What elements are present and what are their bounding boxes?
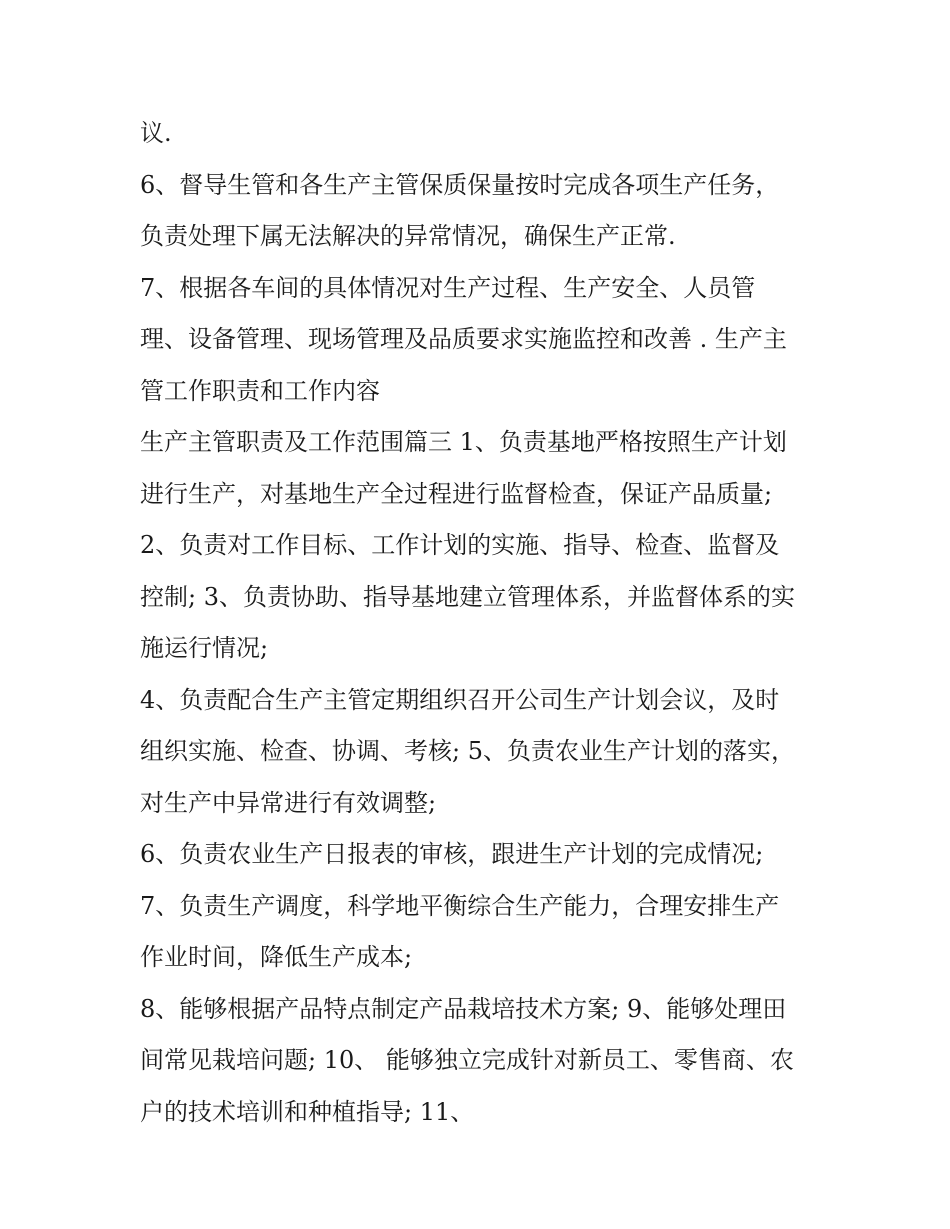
text-line: 2、负责对工作目标、工作计划的实施、指导、检查、监督及 <box>140 531 780 559</box>
text-line: 7、根据各车间的具体情况对生产过程、生产安全、人员管 <box>140 273 756 302</box>
text-line: 4、负责配合生产主管定期组织召开公司生产计划会议，及时 <box>140 685 780 714</box>
text-line: 管工作职责和工作内容 <box>140 376 380 405</box>
text-line: 8、能够根据产品特点制定产品栽培技术方案; 9、能够处理田 <box>140 994 787 1023</box>
text-line: 控制; 3、负责协助、指导基地建立管理体系，并监督体系的实 <box>140 582 795 611</box>
text-line: 组织实施、检查、协调、考核; 5、负责农业生产计划的落实， <box>140 737 795 765</box>
text-line: 6、负责农业生产日报表的审核，跟进生产计划的完成情况; <box>140 840 764 868</box>
text-line: 施运行情况; <box>140 634 269 662</box>
text-line: 间常见栽培问题; 10、 能够独立完成针对新员工、零售商、农 <box>140 1046 794 1074</box>
text-line: 对生产中异常进行有效调整; <box>140 788 437 817</box>
text-line: 议. <box>140 119 172 147</box>
text-line: 6、督导生管和各生产主管保质保量按时完成各项生产任务， <box>140 170 780 199</box>
text-line: 作业时间，降低生产成本; <box>140 943 413 971</box>
text-line: 生产主管职责及工作范围篇三 1、负责基地严格按照生产计划 <box>140 428 787 456</box>
text-line: 户的技术培训和种植指导; 11、 <box>140 1097 475 1126</box>
text-line: 理、设备管理、现场管理及品质要求实施监控和改善 . 生产主 <box>140 325 787 353</box>
document-body <box>140 108 820 1138</box>
text-line: 负责处理下属无法解决的异常情况，确保生产正常. <box>140 222 676 250</box>
text-line: 7、负责生产调度，科学地平衡综合生产能力，合理安排生产 <box>140 891 780 920</box>
text-line: 进行生产，对基地生产全过程进行监督检查，保证产品质量; <box>140 479 773 508</box>
